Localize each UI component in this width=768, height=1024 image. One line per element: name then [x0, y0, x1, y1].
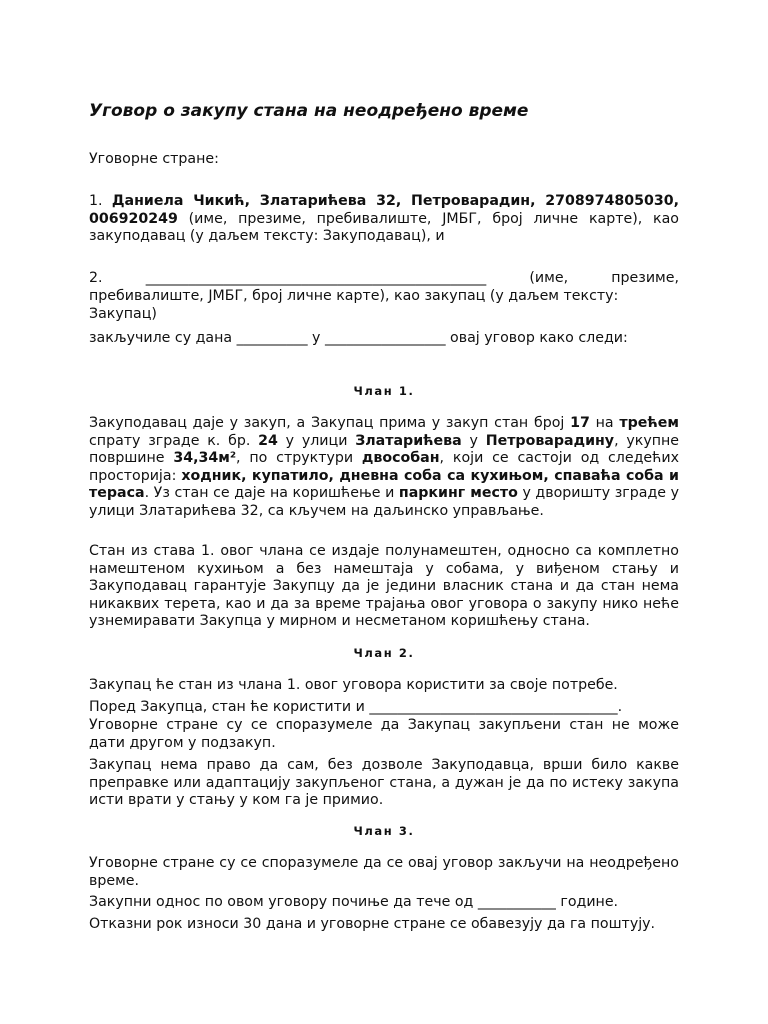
article-3-heading: Члан 3.: [353, 824, 415, 838]
article-2-paragraph-1: Закупац ће стан из члана 1. овог уговора користити за своје потребе.: [89, 677, 618, 693]
text-span: спрату зграде к. бр.: [89, 432, 259, 449]
article-2-paragraph-4: Закупац нема право да сам, без дозволе Закуподавца, врши било какве преправке или адаптацију закупљеног стана, а дужан је да по истеку закупа исти врати у стању у ком га је примио.: [89, 757, 679, 808]
party-2-line-1: 2. ________________________________________________ (име, презиме,: [89, 270, 679, 286]
concluded-statement: закључиле су дана __________ у _________________ овај уговор како следи:: [89, 330, 628, 346]
text-span: , који се састоји од следећих просторија:: [89, 450, 680, 484]
text-span: Закуподавац даје у закуп, а Закупац прима у закуп стан број: [89, 415, 571, 431]
text-span: на: [589, 415, 620, 431]
text-span: у: [461, 432, 486, 449]
text-span: у улици: [277, 432, 356, 449]
text-span: , по структури: [236, 450, 362, 466]
article-1-paragraph-2: Стан из става 1. овог члана се издаје полунамештен, односно са комплетно намештеном кухињом а без намештаја у собама, у виђеном стању и Закуподавац гарантује Закупцу да је једини власник стана и да стан нема никаквих терета, као и да за време трајања овог уговора о закупу нико неће узнемиравати Закупца у мирном и несметаном коришћењу стана.: [89, 543, 679, 629]
article-3-paragraph-1: Уговорне стране су се споразумеле да се овај уговор закључи на неодређено време.: [89, 855, 679, 889]
text-span: . Уз стан се даје на коришћење и: [144, 485, 399, 501]
article-2-heading: Члан 2.: [353, 646, 415, 660]
street: Златарићева: [355, 432, 462, 449]
city: Петроварадину: [485, 432, 615, 449]
article-1-heading: Члан 1.: [353, 384, 415, 398]
article-3-paragraph-3: Отказни рок износи 30 дана и уговорне стране се обавезују да га поштују.: [89, 916, 656, 932]
floor: трећем: [619, 415, 679, 431]
rooms-list: ходник, купатило, дневна соба са кухињом, спаваћа соба и тераса: [89, 467, 680, 501]
parties-label: Уговорне стране:: [89, 151, 219, 167]
structure: двособан: [361, 450, 440, 466]
party-1-number: 1.: [89, 193, 112, 209]
text-span: , укупне површине: [89, 432, 679, 466]
parking-spot: паркинг место: [398, 485, 518, 501]
text-span: у дворишту зграде у улици Златарићева 32, са кључем на даљинско управљање.: [89, 485, 679, 519]
party-2-line-2: пребивалиште, ЈМБГ, број личне карте), као закупац (у даљем тексту: Закупац): [89, 288, 619, 322]
area: 34,34м²: [173, 450, 237, 466]
party-1-role: (име, презиме, пребивалиште, ЈМБГ, број личне карте), као закуподавац (у даљем тексту: Закуподавац), и: [89, 210, 679, 244]
building-number: 24: [258, 432, 278, 449]
party-1-paragraph: [89, 193, 679, 246]
article-1-paragraph-1: [89, 415, 679, 520]
party-1-identity: Даниела Чикић, Златарићева 32, Петроварадин, 2708974805030, 006920249: [89, 193, 679, 227]
article-2-paragraph-3: Уговорне стране су се споразумеле да Закупац закупљени стан не може дати другом у подзакуп.: [89, 717, 679, 751]
document-title: Уговор о закупу стана на неодређено време: [89, 101, 529, 121]
article-2-paragraph-2: Поред Закупца, стан ће користити и ___________________________________.: [89, 699, 623, 715]
apartment-number: 17: [570, 415, 590, 431]
article-3-paragraph-2: Закупни однос по овом уговору почиње да тече од ___________ године.: [89, 894, 619, 910]
